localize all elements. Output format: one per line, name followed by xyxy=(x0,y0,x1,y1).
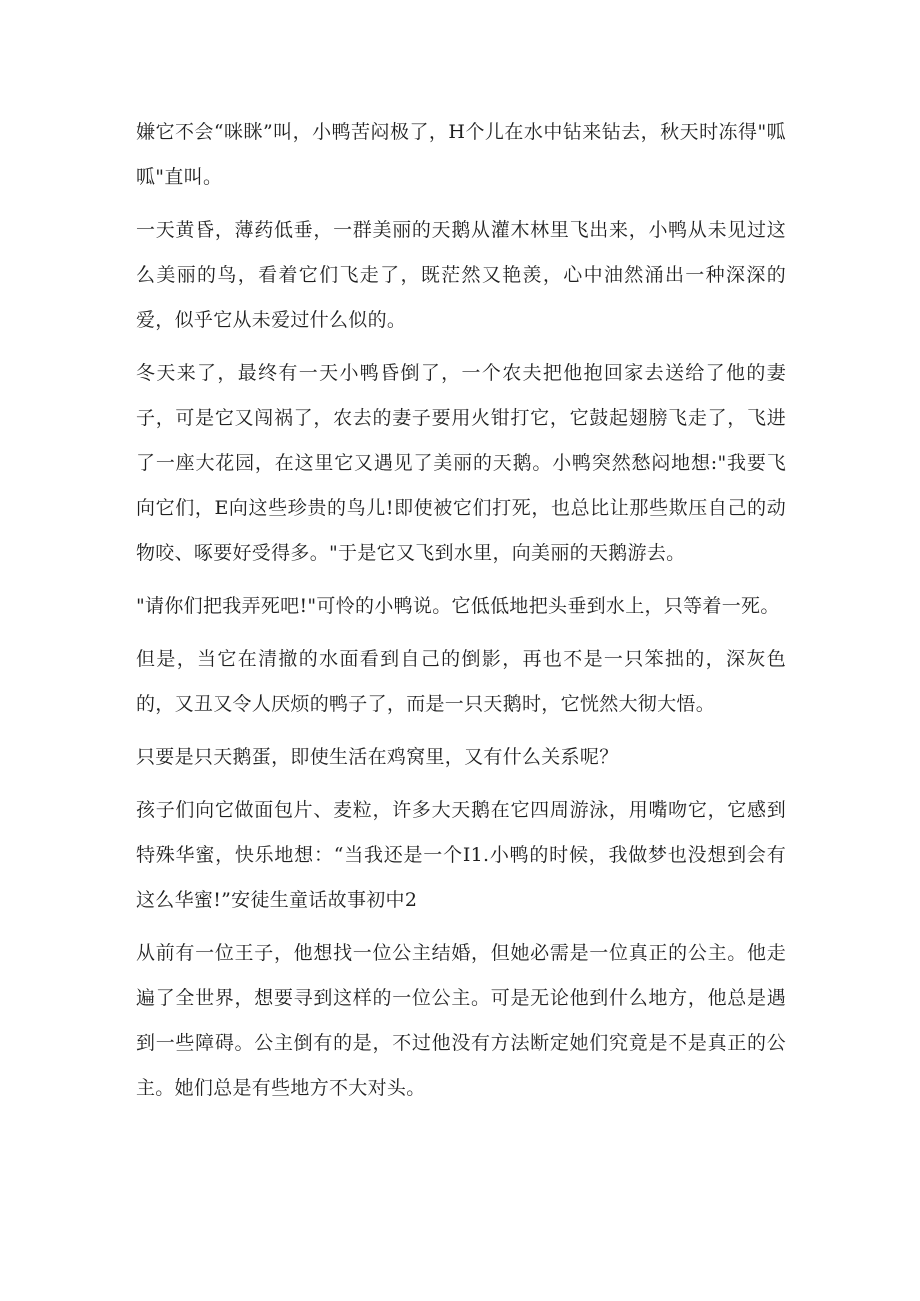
paragraph: 但是，当它在清撤的水面看到自己的倒影，再也不是一只笨拙的，深灰色的，又丑又令人厌烦的鸭子了，而是一只天鹅时，它恍然大彻大悟。 xyxy=(136,648,786,715)
document-body xyxy=(136,110,786,1119)
paragraph: 孩子们向它做面包片、麦粒，许多大天鹅在它四周游泳，用嘴吻它，它感到特殊华蜜，快乐地想：“当我还是一个I1.小鸭的时候，我做梦也没想到会有这么华蜜!”安徒生童话故事初中2 xyxy=(136,799,786,911)
paragraph: 从前有一位王子，他想找一位公主结婚，但她必需是一位真正的公主。他走遍了全世界，想要寻到这样的一位公主。可是无论他到什么地方，他总是遇到一些障碍。公主倒有的是，不过他没有方法断定她们究竟是不是真正的公主。她们总是有些地方不大对头。 xyxy=(136,942,786,1099)
paragraph: 冬天来了，最终有一天小鸭昏倒了，一个农夫把他抱回家去送给了他的妻子，可是它又闯祸了，农去的妻子要用火钳打它，它鼓起翅膀飞走了，飞进了一座大花园，在这里它又遇见了美丽的天鹅。小鸭突然愁闷地想:"我要飞向它们，E向这些珍贵的鸟儿!即使被它们打死，也总比让那些欺压自己的动物咬、啄要好受得多。"于是它又飞到水里，向美丽的天鹅游去。 xyxy=(136,362,786,564)
paragraph: 一天黄昏，薄药低垂，一群美丽的天鹅从灌木林里飞出来，小鸭从未见过这么美丽的鸟，看着它们飞走了，既茫然又艳羡，心中油然涌出一种深深的爱，似乎它从未爱过什么似的。 xyxy=(136,219,786,331)
paragraph: 嫌它不会“咪眯”叫，小鸭苦闷极了，H个儿在水中钻来钻去，秋天时冻得"呱呱"直叫。 xyxy=(136,121,786,188)
paragraph: "请你们把我弄死吧!"可怜的小鸭说。它低低地把头垂到水上，只等着一死。 xyxy=(136,595,780,617)
paragraph: 只要是只天鹅蛋，即使生活在鸡窝里，又有什么关系呢？ xyxy=(136,746,619,768)
